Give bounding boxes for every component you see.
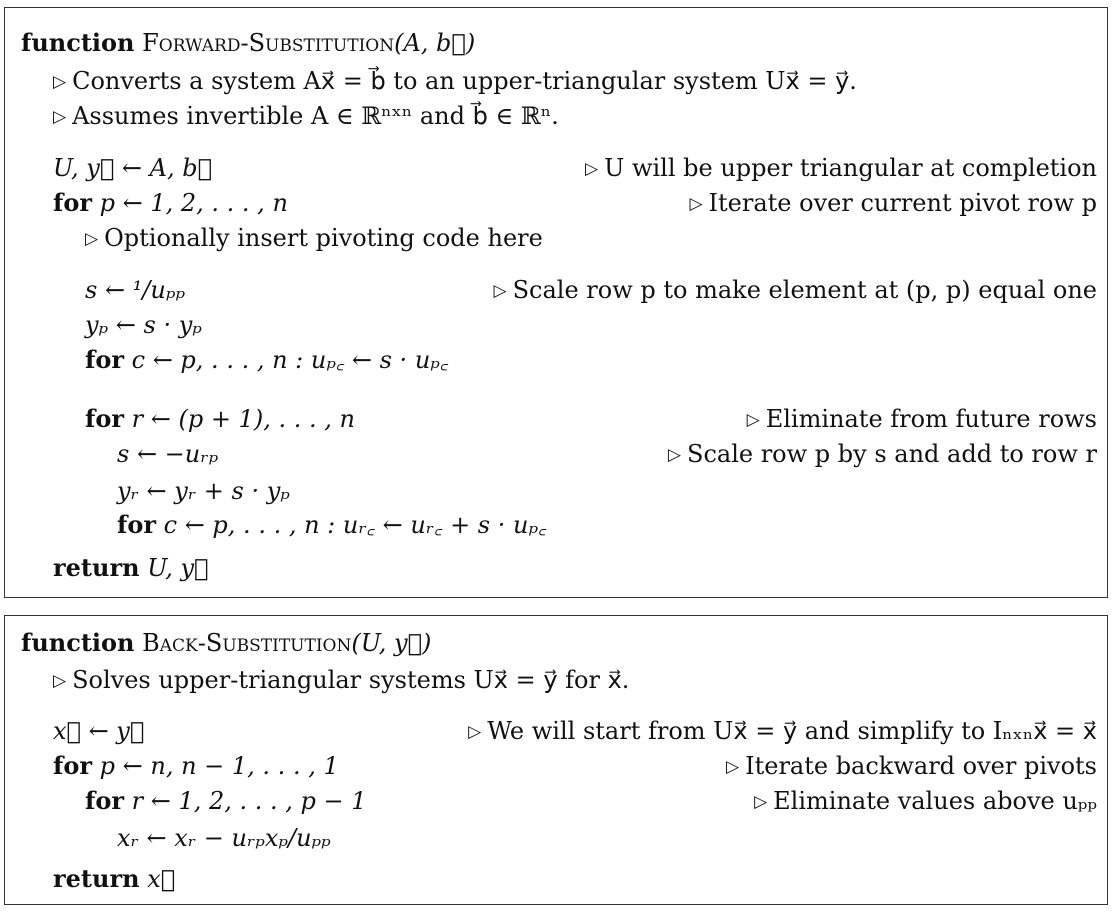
for-keyword: for xyxy=(53,751,92,780)
triangle-icon: ▷ xyxy=(468,722,482,742)
triangle-icon: ▷ xyxy=(746,410,760,430)
for-keyword: for xyxy=(85,786,124,815)
code-line xyxy=(5,784,1097,818)
code-line xyxy=(5,474,1097,508)
function-name: Forward-Substitution xyxy=(142,29,395,57)
function-args: (U, y⃗) xyxy=(351,629,432,657)
triangle-icon: ▷ xyxy=(689,194,703,214)
code-text: U, y⃗ xyxy=(147,554,209,582)
comment-text: U will be upper triangular at completion xyxy=(604,154,1097,182)
code-text: c ← p, . . . , n : uᵣ꜀ ← uᵣ꜀ + s · uₚ꜀ xyxy=(163,511,547,539)
comment-text: Converts a system Ax⃗ = b⃗ to an upper-triangular system Ux⃗ = y⃗. xyxy=(72,67,857,95)
function-keyword: function xyxy=(21,28,135,57)
comment-text: Assumes invertible A ∈ ℝⁿˣⁿ and b⃗ ∈ ℝⁿ. xyxy=(72,102,559,130)
triangle-icon: ▷ xyxy=(726,757,740,777)
return-keyword: return xyxy=(53,864,140,893)
triangle-icon: ▷ xyxy=(85,229,99,249)
triangle-icon: ▷ xyxy=(53,72,67,92)
triangle-icon: ▷ xyxy=(53,671,67,691)
triangle-icon: ▷ xyxy=(53,107,67,127)
comment-text: Scale row p by s and add to row r xyxy=(687,440,1097,468)
code-line xyxy=(5,308,1097,342)
code-line xyxy=(5,273,1097,307)
comment-text: Iterate backward over pivots xyxy=(745,752,1097,780)
comment-line xyxy=(5,221,1097,255)
comment-text: Eliminate values above uₚₚ xyxy=(773,787,1097,815)
code-text: r ← 1, 2, . . . , p − 1 xyxy=(131,787,367,815)
comment-text: Solves upper-triangular systems Ux⃗ = y⃗ for x⃗. xyxy=(72,666,630,694)
code-line xyxy=(5,186,1097,220)
code-text: xᵣ ← xᵣ − uᵣₚxₚ/uₚₚ xyxy=(117,824,331,852)
code-line xyxy=(5,437,1097,471)
code-text: s ← ¹/uₚₚ xyxy=(85,276,186,304)
back-substitution-box xyxy=(4,615,1108,905)
code-text: yᵣ ← yᵣ + s · yₚ xyxy=(117,477,290,505)
function-name: Back-Substitution xyxy=(142,629,352,657)
code-text: p ← n, n − 1, . . . , 1 xyxy=(99,752,339,780)
code-line xyxy=(5,402,1097,436)
function-header xyxy=(5,626,1097,660)
comment-text: Optionally insert pivoting code here xyxy=(104,224,543,252)
code-line xyxy=(5,343,1097,377)
code-text: U, y⃗ ← A, b⃗ xyxy=(53,154,212,182)
code-text: x⃗ xyxy=(147,865,176,893)
code-text: s ← −uᵣₚ xyxy=(117,440,219,468)
comment-text: Iterate over current pivot row p xyxy=(708,189,1097,217)
comment-line xyxy=(5,99,1097,133)
comment-text: Scale row p to make element at (p, p) equal one xyxy=(512,276,1097,304)
for-keyword: for xyxy=(117,510,156,539)
return-keyword: return xyxy=(53,553,140,582)
code-line xyxy=(5,749,1097,783)
function-args: (A, b⃗) xyxy=(394,29,476,57)
function-keyword: function xyxy=(21,628,135,657)
code-line xyxy=(5,551,1097,585)
code-line xyxy=(5,151,1097,185)
code-text: c ← p, . . . , n : uₚ꜀ ← s · uₚ꜀ xyxy=(131,346,449,374)
for-keyword: for xyxy=(53,188,92,217)
code-text: x⃗ ← y⃗ xyxy=(53,717,145,745)
code-line xyxy=(5,821,1097,855)
triangle-icon: ▷ xyxy=(754,792,768,812)
for-keyword: for xyxy=(85,404,124,433)
comment-line xyxy=(5,64,1097,98)
code-text: p ← 1, 2, . . . , n xyxy=(99,189,288,217)
comment-text: Eliminate from future rows xyxy=(765,405,1097,433)
code-line xyxy=(5,862,1097,896)
forward-substitution-box xyxy=(4,7,1108,598)
comment-text: We will start from Ux⃗ = y⃗ and simplify to Iₙₓₙx⃗ = x⃗ xyxy=(487,717,1097,745)
triangle-icon: ▷ xyxy=(667,445,681,465)
triangle-icon: ▷ xyxy=(585,159,599,179)
triangle-icon: ▷ xyxy=(493,281,507,301)
function-header xyxy=(5,26,1097,60)
code-text: r ← (p + 1), . . . , n xyxy=(131,405,355,433)
code-line xyxy=(5,714,1097,748)
comment-line xyxy=(5,663,1097,697)
for-keyword: for xyxy=(85,345,124,374)
code-text: yₚ ← s · yₚ xyxy=(85,311,202,339)
code-line xyxy=(5,508,1097,542)
